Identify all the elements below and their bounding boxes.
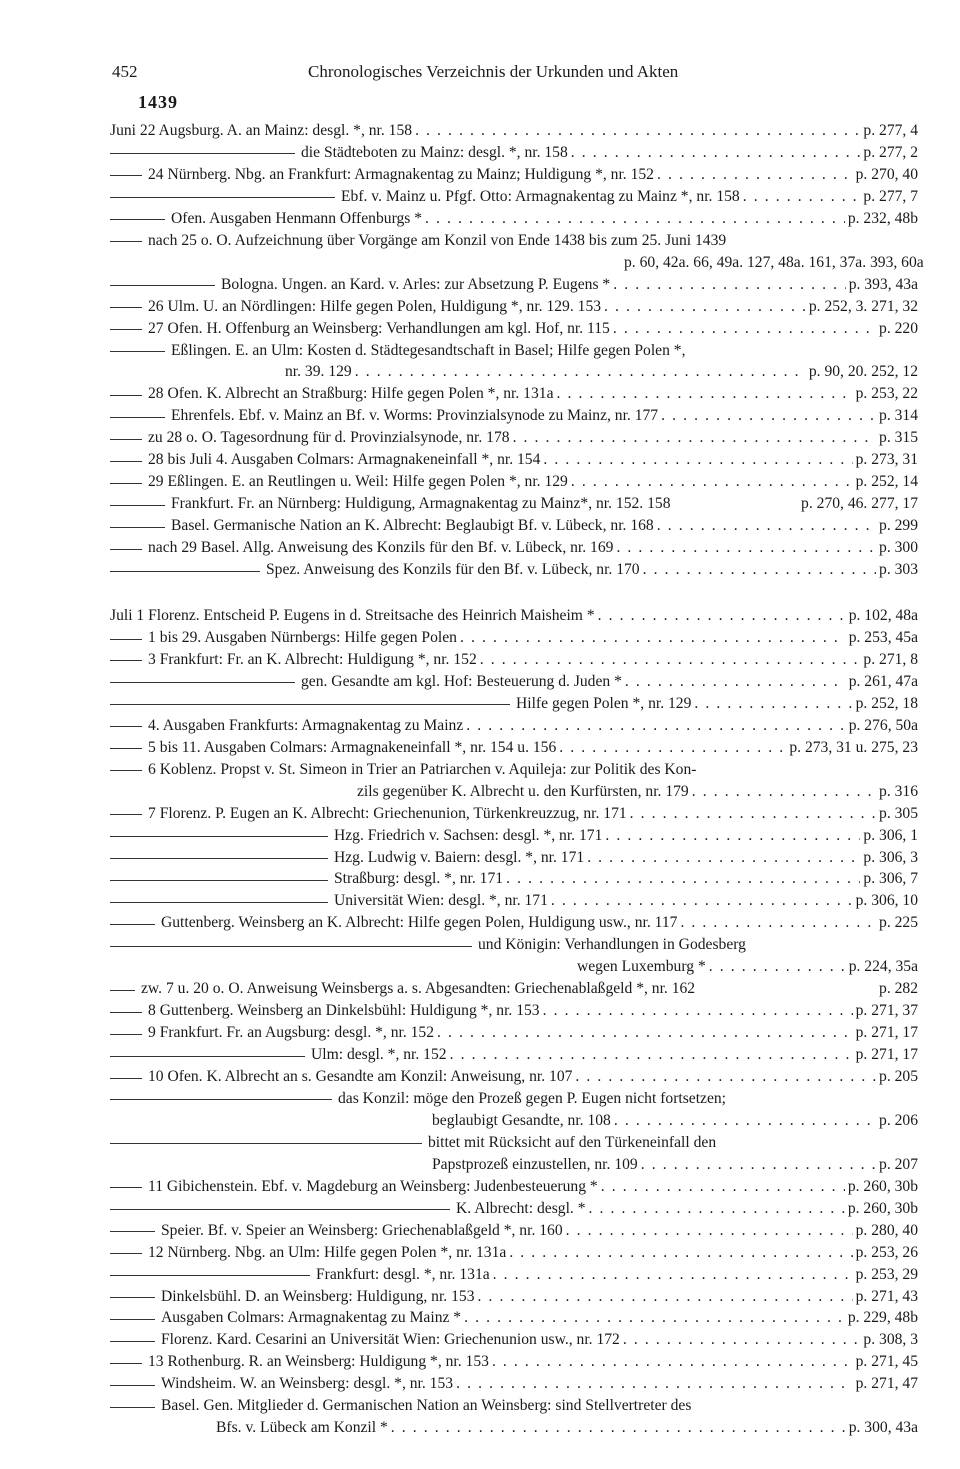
page-reference: p. 276, 50a [848,716,918,734]
entry-line [110,693,918,715]
ditto-rule [110,241,142,242]
dot-leader [543,1000,853,1022]
dot-leader [743,186,861,208]
entry-text: die Städteboten zu Mainz: desgl. *, nr. 158 [301,143,568,161]
entry-text: Bologna. Ungen. an Kard. v. Arles: zur Absetzung P. Eugens * [221,275,611,293]
entry-text: 26 Ulm. U. an Nördlingen: Hilfe gegen Polen, Huldigung *, nr. 129. 153 [148,297,602,315]
dot-leader [355,361,806,383]
page-reference: p. 277, 4 [863,122,918,139]
entry-text: wegen Luxemburg * [577,958,706,976]
ditto-rule [110,1407,155,1408]
entry-text: 12 Nürnberg. Nbg. an Ulm: Hilfe gegen Polen *, nr. 131a [148,1243,507,1261]
entry-line [110,1176,918,1198]
entry-line [618,252,924,274]
entry-line [110,340,918,362]
entry-line [110,515,918,537]
dot-leader [604,296,806,318]
entry-text: 8 Guttenberg. Weinsberg an Dinkelsbühl: Huldigung *, nr. 153 [148,1002,540,1020]
entry-line [110,208,918,230]
entry-text: Ofen. Ausgaben Henmann Offenburgs * [171,209,423,227]
dot-leader [480,649,861,671]
dot-leader [680,912,876,934]
page-reference: p. 314 [879,407,918,425]
dot-leader [694,693,852,715]
page-reference: p. 260, 30b [847,1177,918,1195]
ditto-rule [110,858,328,859]
entry-line [110,1242,918,1264]
entry-text: Hzg. Ludwig v. Baiern: desgl. *, nr. 171 [334,848,585,866]
dot-leader [391,1417,846,1439]
entry-text: Speier. Bf. v. Speier an Weinsberg: Griechenablaßgeld *, nr. 160 [161,1221,563,1239]
page-reference: p. 303 [879,561,918,578]
page-reference: p. 271, 17 [855,1046,918,1064]
page-reference: p. 271, 17 [855,1024,918,1042]
entry-text: Ulm: desgl. *, nr. 152 [311,1046,447,1064]
ditto-rule [110,1012,142,1013]
entry-text: bittet mit Rücksicht auf den Türkeneinfall den [428,1133,717,1151]
entry-text: Hilfe gegen Polen *, nr. 129 [516,694,692,712]
ditto-rule [110,1253,142,1254]
entry-text: Windsheim. W. an Weinsberg: desgl. *, nr. 153 [161,1375,454,1393]
ditto-rule [110,439,142,440]
ditto-rule [110,1187,142,1188]
entry-line [110,1329,918,1351]
page-reference: p. 252, 3. 271, 32 [808,297,918,315]
entry-line [110,1066,918,1088]
entry-text: Juni 22 Augsburg. A. an Mainz: desgl. *, nr. 158 [110,122,413,139]
dot-leader [605,825,860,847]
entry-line [110,847,918,869]
ditto-rule [110,549,142,550]
entry-line [110,1022,918,1044]
ditto-rule [110,1275,310,1276]
entry-line [110,427,918,449]
ditto-rule [110,704,510,705]
entry-text: 11 Gibichenstein. Ebf. v. Magdeburg an Weinsberg: Judenbesteuerung * [148,1177,598,1195]
ditto-rule [110,814,142,815]
entry-text: 28 Ofen. K. Albrecht an Straßburg: Hilfe gegen Polen *, nr. 131a [148,385,554,403]
dot-leader [478,1286,853,1308]
entry-line [432,1110,918,1132]
ditto-rule [110,1341,155,1342]
page-reference: p. 306, 1 [863,826,918,844]
page-reference: p. 271, 47 [855,1375,918,1393]
page-reference: p. 206 [879,1111,918,1129]
entry-line [110,1044,918,1066]
dot-leader [456,1373,853,1395]
page-reference: p. 225 [879,914,918,932]
page-reference: p. 261, 47a [848,672,918,690]
dot-leader [623,1329,861,1351]
entry-line [110,120,918,142]
ditto-rule [110,639,142,640]
entry-text: 28 bis Juli 4. Ausgaben Colmars: Armagnakeneinfall *, nr. 154 [148,451,541,469]
ditto-rule [110,505,165,506]
entry-text: 7 Florenz. P. Eugen an K. Albrecht: Griechenunion, Türkenkreuzzug, nr. 171 [148,804,627,822]
page-reference: p. 308, 3 [863,1331,918,1349]
page-reference: p. 273, 31 [855,451,918,469]
page-reference: p. 253, 22 [855,385,918,403]
entry-text: K. Albrecht: desgl. * [456,1199,586,1217]
entry-line [432,1154,918,1176]
page-reference: p. 282 [879,980,918,998]
entry-line [110,383,918,405]
page-reference: p. 300 [879,539,918,557]
entry-text: Straßburg: desgl. *, nr. 171 [334,870,504,888]
entry-line [110,1132,918,1154]
entry-text: Spez. Anweisung des Konzils für den Bf. v. Lübeck, nr. 170 [266,561,640,578]
entry-line [110,1220,918,1242]
dot-leader [613,318,876,340]
entry-line [110,274,918,296]
ditto-rule [110,726,142,727]
entry-line [110,142,918,164]
page-reference: p. 306, 3 [863,848,918,866]
entry-text: 9 Frankfurt. Fr. an Augsburg: desgl. *, nr. 152 [148,1024,435,1042]
entry-line [110,934,918,956]
ditto-rule [110,1056,305,1057]
ditto-rule [110,1078,142,1079]
entry-line [110,449,918,471]
ditto-rule [110,1297,155,1298]
entry-line [110,803,918,825]
page-reference: p. 224, 35a [848,958,918,976]
entry-text: gen. Gesandte am kgl. Hof: Besteuerung d. Juden * [301,672,622,690]
page-reference: p. 207 [879,1155,918,1173]
ditto-rule [110,285,215,286]
dot-leader [506,868,860,890]
page-reference: p. 90, 20. 252, 12 [808,363,918,381]
entry-text: nach 25 o. O. Aufzeichnung über Vorgänge am Konzil von Ende 1438 bis zum 25. Juni 1439 [148,231,727,249]
entry-line [110,1351,918,1373]
dot-leader [587,847,860,869]
entry-text: Basel. Gen. Mitglieder d. Germanischen Nation an Weinsberg: sind Stellvertreter des [161,1397,692,1415]
entry-text: Juli 1 Florenz. Entscheid P. Eugens in d. Streitsache des Heinrich Maisheim * [110,607,595,625]
ditto-rule [110,682,295,683]
entry-text: und Königin: Verhandlungen in Godesberg [478,936,746,954]
page-reference: p. 280, 40 [855,1221,918,1239]
page-reference: p. 315 [879,429,918,447]
running-head: Chronologisches Verzeichnis der Urkunden und Akten [308,62,679,81]
ditto-rule [110,1209,450,1210]
ditto-rule [110,461,142,462]
page-reference: p. 299 [879,517,918,535]
entry-text: 4. Ausgaben Frankfurts: Armagnakentag zu Mainz [148,716,464,734]
dot-leader [616,537,876,559]
entry-line [577,956,918,978]
ditto-rule [110,307,142,308]
entry-line [110,912,918,934]
ditto-rule [110,527,165,528]
entry-text: zw. 7 u. 20 o. O. Anweisung Weinsbergs a. s. Abgesandten: Griechenablaßgeld *, nr. 162 [141,980,696,998]
ditto-rule [110,417,165,418]
dot-leader [460,627,846,649]
page-reference: p. 229, 48b [847,1309,918,1327]
ditto-rule [110,219,165,220]
entry-line [110,715,918,737]
dot-leader [571,142,861,164]
ditto-rule [110,483,142,484]
year-heading: 1439 [138,92,178,112]
page-reference: p. 260, 30b [847,1199,918,1217]
page-reference: p. 270, 40 [855,165,918,183]
entry-text: 10 Ofen. K. Albrecht an s. Gesandte am Konzil: Anweisung, nr. 107 [148,1068,573,1086]
entry-line [110,1286,918,1308]
ditto-rule [110,351,165,352]
entry-text: Ehrenfels. Ebf. v. Mainz an Bf. v. Worms: Provinzialsynode zu Mainz, nr. 177 [171,407,659,425]
ditto-rule [110,153,295,154]
page-reference: p. 271, 45 [855,1353,918,1371]
entry-text: 3 Frankfurt: Fr. an K. Albrecht: Huldigung *, nr. 152 [148,650,477,668]
entry-line [110,978,918,1000]
page-reference: p. 277, 2 [863,143,918,161]
dot-leader [557,383,853,405]
ditto-rule [110,1099,332,1100]
entry-text: Ausgaben Colmars: Armagnakentag zu Mainz * [161,1309,462,1327]
dot-leader [661,405,876,427]
ditto-rule [110,395,142,396]
dot-leader [589,1198,845,1220]
ditto-rule [110,1319,155,1320]
ditto-rule [110,748,142,749]
entry-text: das Konzil: möge den Prozeß gegen P. Eugen nicht fortsetzen; [338,1089,727,1107]
ditto-rule [110,990,135,991]
page-reference: p. 300, 43a [848,1419,918,1437]
entry-line [110,737,918,759]
entry-text: 6 Koblenz. Propst v. St. Simeon in Trier an Patriarchen v. Aquileja: zur Politik des Kon- [148,760,697,778]
page-reference: p. 232, 48b [847,209,918,227]
page-reference: p. 60, 42a. 66, 49a. 127, 48a. 161, 37a. 393, 60a [624,253,924,271]
ditto-rule [110,1385,155,1386]
entry-line [110,296,918,318]
entry-line [110,1307,918,1329]
page-reference: p. 253, 29 [855,1265,918,1283]
ditto-rule [110,329,142,330]
ditto-rule [110,1363,142,1364]
page-reference: p. 253, 45a [848,629,918,647]
entry-line [216,1417,918,1439]
page-number: 452 [112,62,138,81]
entry-line [110,471,918,493]
entry-text: Ebf. v. Mainz u. Pfgf. Otto: Armagnakentag zu Mainz *, nr. 158 [341,187,740,205]
entry-line [110,1000,918,1022]
entry-text: 29 Eßlingen. E. an Reutlingen u. Weil: Hilfe gegen Polen *, nr. 129 [148,473,568,491]
ditto-rule [110,1143,422,1144]
entry-line [110,1264,918,1286]
entry-line [110,405,918,427]
entry-text: Basel. Germanische Nation an K. Albrecht: Beglaubigt Bf. v. Lübeck, nr. 168 [171,517,654,535]
entry-text: Frankfurt. Fr. an Nürnberg: Huldigung, Armagnakentag zu Mainz*, nr. 152. 158 [171,495,671,513]
dot-leader [425,208,845,230]
dot-leader [571,471,853,493]
dot-leader [450,1044,853,1066]
dot-leader [543,449,852,471]
entry-line [110,627,918,649]
page-reference: p. 102, 48a [848,607,918,625]
dot-leader [692,781,876,803]
dot-leader [643,559,876,581]
dot-leader [575,1066,876,1088]
entry-text: Florenz. Kard. Cesarini an Universität Wien: Griechenunion usw., nr. 172 [161,1331,620,1349]
entry-text: Guttenberg. Weinsberg an K. Albrecht: Hilfe gegen Polen, Huldigung usw., nr. 117 [161,914,678,932]
page-reference: p. 271, 43 [855,1287,918,1305]
entry-line [110,649,918,671]
entry-text: Eßlingen. E. an Ulm: Kosten d. Städtegesandtschaft in Basel; Hilfe gegen Polen *, [171,341,686,359]
dot-leader [657,515,876,537]
dot-leader [415,120,860,142]
entry-text: 5 bis 11. Ausgaben Colmars: Armagnakeneinfall *, nr. 154 u. 156 [148,738,557,756]
page-reference: p. 393, 43a [848,275,918,293]
entry-line [110,164,918,186]
entry-line [110,605,918,627]
page-reference: p. 271, 37 [855,1002,918,1020]
entry-line [110,1088,918,1110]
entry-line [110,890,918,912]
dot-leader [559,737,786,759]
entry-text: 27 Ofen. H. Offenburg an Weinsberg: Verhandlungen am kgl. Hof, nr. 115 [148,319,610,337]
entry-text: Frankfurt: desgl. *, nr. 131a [316,1265,490,1283]
dot-leader [641,1154,876,1176]
page-header [112,62,912,84]
ditto-rule [110,1034,142,1035]
dot-leader [493,1264,853,1286]
entry-text: Dinkelsbühl. D. an Weinsberg: Huldigung, nr. 153 [161,1287,475,1305]
entry-text: Bfs. v. Lübeck am Konzil * [216,1419,388,1437]
page-reference: p. 305 [879,804,918,822]
dot-leader [464,1307,845,1329]
dot-leader [613,274,846,296]
entry-text: zu 28 o. O. Tagesordnung für d. Provinzialsynode, nr. 178 [148,429,510,447]
entry-line [110,1373,918,1395]
dot-leader [625,671,846,693]
page-reference: p. 271, 8 [863,650,918,668]
ditto-rule [110,946,472,947]
entry-line [110,1198,918,1220]
page-reference: p. 220 [879,319,918,337]
ditto-rule [110,175,142,176]
ditto-rule [110,880,328,881]
page-reference: p. 306, 7 [863,870,918,888]
dot-leader [466,715,845,737]
entry-line [357,781,918,803]
dot-leader [551,890,853,912]
entry-line [110,537,918,559]
entry-text: zils gegenüber K. Albrecht u. den Kurfürsten, nr. 179 [357,782,689,800]
entry-line [110,493,918,515]
entry-line [110,825,918,847]
entry-line [110,186,918,208]
page-reference: p. 205 [879,1068,918,1086]
page-reference: p. 273, 31 u. 275, 23 [789,738,918,756]
ditto-rule [110,571,260,572]
entry-text: Hzg. Friedrich v. Sachsen: desgl. *, nr. 171 [334,826,603,844]
entry-text: Universität Wien: desgl. *, nr. 171 [334,892,548,910]
dot-leader [509,1242,852,1264]
entry-text: 1 bis 29. Ausgaben Nürnbergs: Hilfe gegen Polen [148,629,457,647]
entry-text: 24 Nürnberg. Nbg. an Frankfurt: Armagnakentag zu Mainz; Huldigung *, nr. 152 [148,165,654,183]
dot-leader [566,1220,853,1242]
entry-line [110,230,918,252]
dot-leader [630,803,876,825]
entry-text: beglaubigt Gesandte, nr. 108 [432,1111,611,1129]
entry-line [110,868,918,890]
dot-leader [709,956,846,978]
entry-text: Papstprozeß einzustellen, nr. 109 [432,1155,638,1173]
entry-text: nach 29 Basel. Allg. Anweisung des Konzils für den Bf. v. Lübeck, nr. 169 [148,539,614,557]
ditto-rule [110,924,155,925]
dot-leader [601,1176,845,1198]
dot-leader [657,164,853,186]
ditto-rule [110,836,328,837]
page-reference: p. 270, 46. 277, 17 [801,495,918,513]
ditto-rule [110,1231,155,1232]
entry-line [285,361,918,383]
entry-text: 13 Rothenburg. R. an Weinsberg: Huldigung *, nr. 153 [148,1353,489,1371]
entry-text: nr. 39. 129 [285,363,352,381]
dot-leader [437,1022,853,1044]
ditto-rule [110,197,335,198]
dot-leader [598,605,846,627]
entry-line [110,671,918,693]
entry-line [110,559,918,581]
ditto-rule [110,770,142,771]
page-reference: p. 252, 18 [855,694,918,712]
entry-line [110,759,918,781]
page-reference: p. 277, 7 [863,187,918,205]
page-reference: p. 316 [879,782,918,800]
page-reference: p. 253, 26 [855,1243,918,1261]
ditto-rule [110,902,328,903]
page-reference: p. 252, 14 [855,473,918,491]
dot-leader [614,1110,876,1132]
page-reference: p. 306, 10 [855,892,918,910]
ditto-rule [110,660,142,661]
dot-leader [492,1351,853,1373]
dot-leader [513,427,876,449]
entry-line [110,318,918,340]
entry-line [110,1395,918,1417]
